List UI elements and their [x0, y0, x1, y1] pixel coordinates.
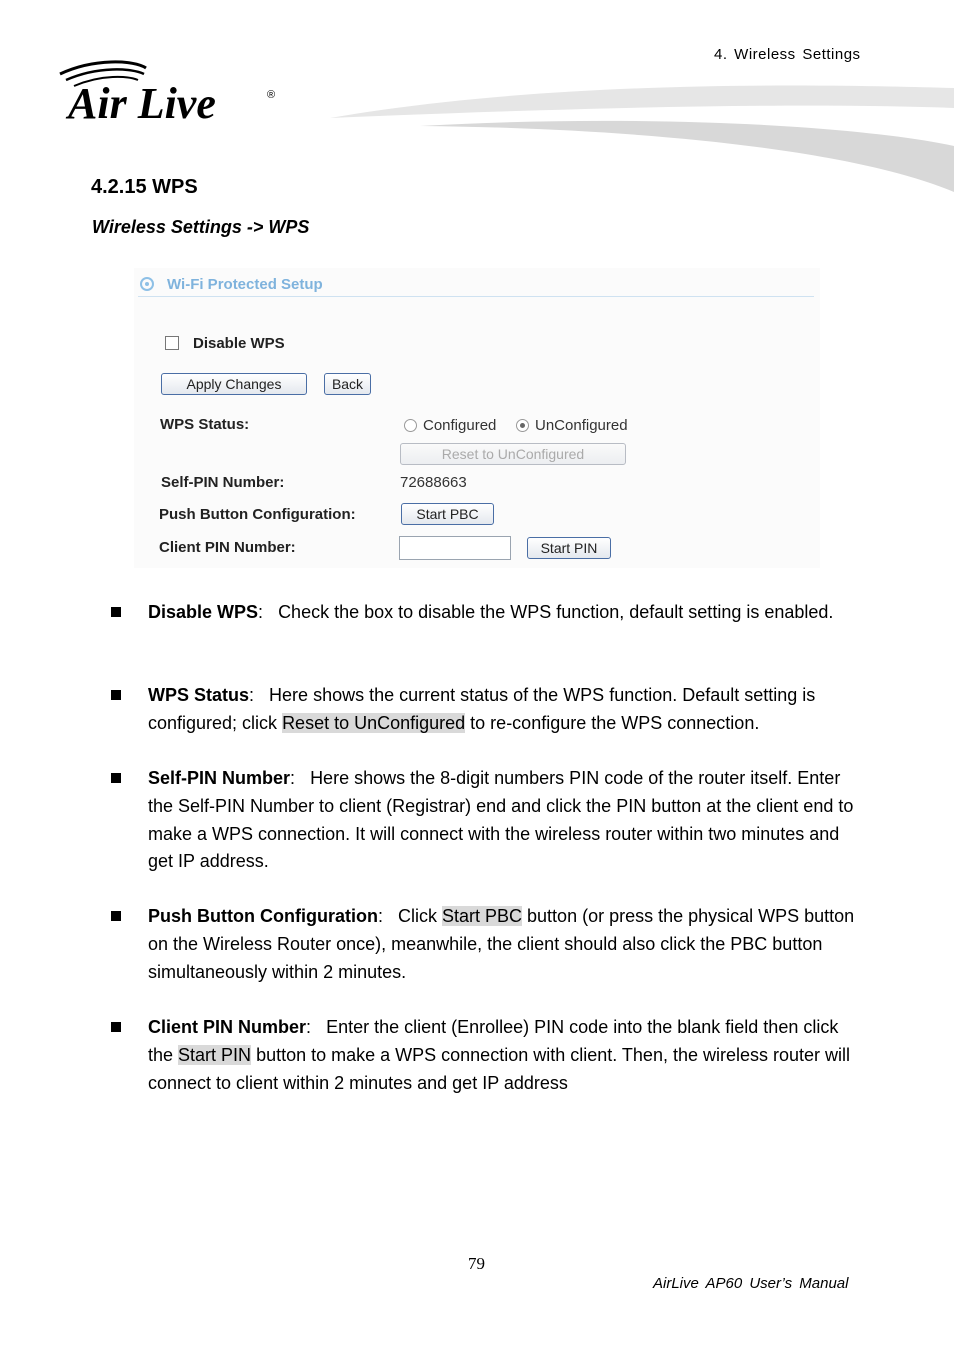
self-pin-label: Self-PIN Number: — [161, 474, 285, 491]
highlight-start-pbc: Start PBC — [442, 906, 523, 926]
term: WPS Status — [148, 685, 250, 705]
bullet-square-icon — [111, 690, 121, 700]
client-pin-input[interactable] — [399, 536, 511, 560]
self-pin-value: 72688663 — [400, 474, 467, 491]
term: Push Button Configuration — [148, 906, 378, 926]
section-title: 4.2.15 WPS — [91, 176, 198, 198]
apply-changes-button[interactable]: Apply Changes — [161, 373, 307, 395]
start-pbc-button[interactable]: Start PBC — [401, 503, 494, 525]
header-swoosh-graphic — [330, 84, 954, 196]
bullet-square-icon — [111, 911, 121, 921]
svg-text:Air Live: Air Live — [68, 79, 216, 126]
description-push-button: Push Button Configuration: Click Start PBC button (or press the physical WPS button on the Wireless Router once), meanwhile, the client should also click the PBC button simultaneously within 2 minutes. — [148, 906, 855, 982]
panel-title: Wi-Fi Protected Setup — [167, 276, 323, 293]
page-number: 79 — [468, 1254, 485, 1273]
status-unconfigured-label: UnConfigured — [535, 417, 628, 434]
breadcrumb: Wireless Settings -> WPS — [92, 217, 310, 237]
description-self-pin: Self-PIN Number: Here shows the 8-digit numbers PIN code of the router itself. Enter the Self-PIN Number to client (Registrar) end and click the PIN button at the client end to make a WPS connection. It will connect with the wireless router within two minutes and get IP address. — [148, 768, 854, 872]
description-text: Here shows the 8-digit numbers PIN code of the router itself. Enter the Self-PIN Number to client (Registrar) end and click the PIN button at the client end to make a WPS connection. It will connect with the wireless router within two minutes and get IP address. — [148, 768, 854, 872]
highlight-reset-to-unconfigured: Reset to UnConfigured — [282, 712, 466, 733]
highlight-start-pin: Start PIN — [178, 1044, 252, 1065]
description-text: Check the box to disable the WPS function, default setting is enabled. — [278, 602, 834, 622]
status-configured-radio[interactable] — [404, 419, 417, 432]
status-unconfigured-radio[interactable] — [516, 419, 529, 432]
term: Self-PIN Number — [148, 768, 291, 788]
description-disable-wps: Disable WPS: Check the box to disable the WPS function, default setting is enabled. — [148, 602, 834, 622]
description-client-pin: Client PIN Number: Enter the client (Enrollee) PIN code into the blank field then click the Start PIN button to make a WPS connection with client. Then, the wireless router will connect to client within 2 minutes and get IP address — [148, 1017, 851, 1093]
description-text: button (or press the physical WPS button on the Wireless Router once), meanwhile, the client should also click the PBC button simultaneously within 2 minutes. — [148, 906, 855, 982]
description-text: button to make a WPS connection with client. Then, the wireless router will connect to client within 2 minutes and get IP address — [148, 1044, 851, 1093]
disable-wps-checkbox[interactable] — [165, 336, 179, 350]
bullet-square-icon — [111, 607, 121, 617]
bullet-square-icon — [111, 773, 121, 783]
description-wps-status: WPS Status: Here shows the current status of the WPS function. Default setting is configured; click Reset to UnConfigured to re-configure the WPS connection. — [148, 685, 816, 733]
start-pin-button[interactable]: Start PIN — [527, 537, 611, 559]
client-pin-label: Client PIN Number: — [159, 539, 296, 556]
panel-bullet-icon — [140, 277, 154, 291]
term: Client PIN Number — [148, 1017, 307, 1037]
chapter-header: 4. Wireless Settings — [714, 46, 861, 63]
reset-to-unconfigured-button[interactable]: Reset to UnConfigured — [400, 443, 626, 465]
pbc-label: Push Button Configuration: — [159, 506, 356, 523]
description-text: Enter the client (Enrollee) PIN code into the blank field then click the — [148, 1017, 839, 1065]
back-button[interactable]: Back — [324, 373, 371, 395]
description-text: Click — [398, 906, 442, 926]
status-configured-label: Configured — [423, 417, 497, 434]
disable-wps-label: Disable WPS — [193, 335, 285, 352]
wps-status-label: WPS Status: — [160, 416, 250, 433]
wps-settings-screenshot — [134, 268, 820, 568]
description-text: Here shows the current status of the WPS function. Default setting is configured; click — [148, 685, 816, 733]
panel-divider — [138, 296, 814, 297]
description-text: to re-configure the WPS connection. — [465, 712, 760, 733]
term: Disable WPS — [148, 602, 259, 622]
bullet-square-icon — [111, 1022, 121, 1032]
airlive-logo — [54, 60, 286, 126]
footer-manual-title: AirLive AP60 User’s Manual — [653, 1275, 849, 1292]
svg-text:®: ® — [267, 89, 276, 101]
